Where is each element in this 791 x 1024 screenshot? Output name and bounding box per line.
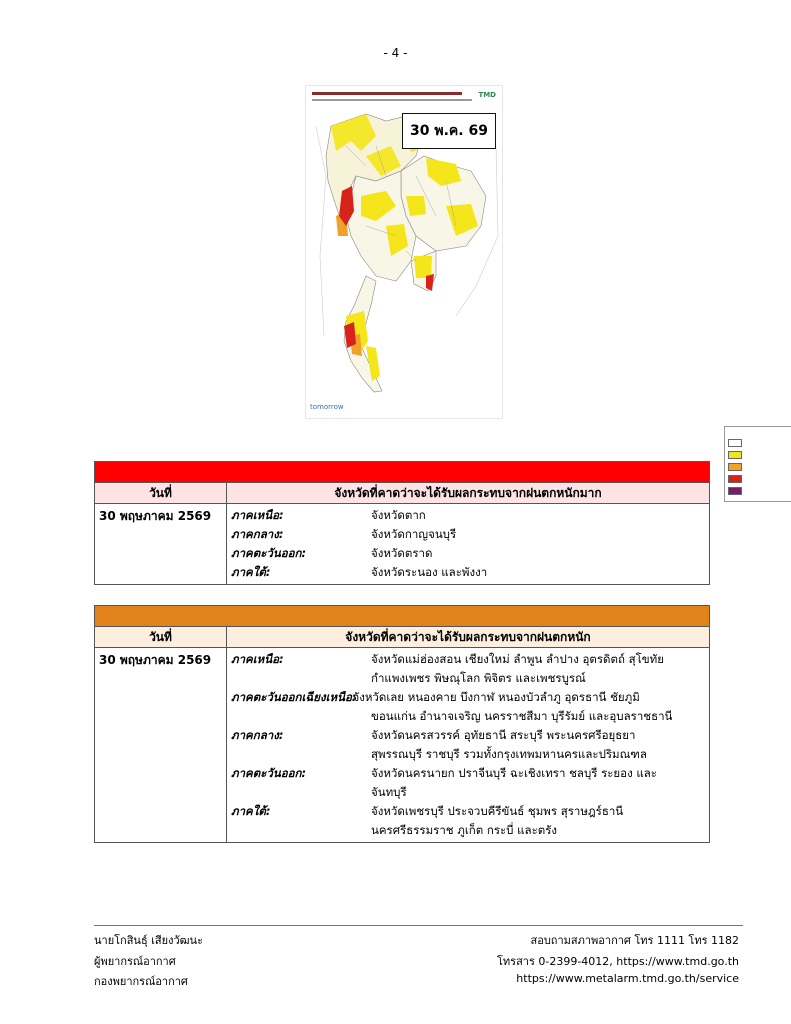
footer-phone: สอบถามสภาพอากาศ โทร 1111 โทร 1182 [530, 934, 739, 947]
region-row-south [231, 563, 705, 582]
header-date: วันที่ [95, 483, 227, 504]
heavy-rain-table [94, 605, 710, 843]
footer-forecaster-name: นายโกสินธุ์ เสียงวัฒนะ [94, 934, 203, 947]
region-name: ภาคตะวันออก: [231, 546, 307, 560]
tomorrow-logo: tomorrow [310, 403, 344, 411]
very-heavy-rain-band [95, 462, 710, 483]
region-value-cont: ขอนแก่น อำนาจเจริญ นครราชสีมา บุรีรัมย์ และอุบลราชธานี [371, 709, 673, 723]
footer-fax-link[interactable]: โทรสาร 0-2399-4012, https://www.tmd.go.th [497, 955, 739, 968]
region-value: จังหวัดเพชรบุรี ประจวบคีรีขันธ์ ชุมพร สุราษฎร์ธานี [371, 804, 624, 818]
region-row-north [231, 506, 705, 525]
region-value: จังหวัดตาก [371, 508, 426, 522]
tmd-logo: TMD [478, 91, 496, 99]
date-cell: 30 พฤษภาคม 2569 [95, 648, 227, 843]
region-value: จังหวัดนครนายก ปราจีนบุรี ฉะเชิงเทรา ชลบุรี ระยอง และ [371, 766, 657, 780]
heavy-rain-band [95, 606, 710, 627]
footer-forecaster-title: ผู้พยากรณ์อากาศ [94, 955, 176, 968]
region-name: ภาคตะวันออกเฉียงเหนือ: [231, 690, 357, 704]
region-row-east [231, 764, 705, 783]
region-value: จังหวัดแม่ฮ่องสอน เชียงใหม่ ลำพูน ลำปาง อุตรดิตถ์ สุโขทัย [371, 652, 664, 666]
region-row-north [231, 650, 705, 669]
region-value: จังหวัดนครสวรรค์ อุทัยธานี สระบุรี พระนครศรีอยุธยา [371, 728, 636, 742]
footer-divider [94, 925, 743, 926]
map-date-label: 30 พ.ค. 69 [402, 113, 496, 149]
header-date: วันที่ [95, 627, 227, 648]
region-value: จังหวัดตราด [371, 546, 433, 560]
date-cell: 30 พฤษภาคม 2569 [95, 504, 227, 585]
very-heavy-rain-table [94, 461, 710, 585]
region-name: ภาคตะวันออก: [231, 766, 307, 780]
legend-swatch-purple [728, 487, 742, 495]
region-name: ภาคกลาง: [231, 527, 284, 541]
map-legend [724, 426, 791, 502]
region-row-south [231, 802, 705, 821]
region-row-northeast [231, 688, 705, 707]
region-value-cont: นครศรีธรรมราช ภูเก็ต กระบี่ และตรัง [371, 823, 558, 837]
footer-division: กองพยากรณ์อากาศ [94, 975, 188, 988]
region-value-cont: กำแพงเพชร พิษณุโลก พิจิตร และเพชรบูรณ์ [371, 671, 586, 685]
header-provinces: จังหวัดที่คาดว่าจะได้รับผลกระทบจากฝนตกหนักมาก [227, 483, 710, 504]
regions-cell [227, 504, 710, 585]
region-value: จังหวัดระนอง และพังงา [371, 565, 488, 579]
region-value-cont: สุพรรณบุรี ราชบุรี รวมทั้งกรุงเทพมหานครและปริมณฑล [371, 747, 647, 761]
region-value: จังหวัดเลย หนองคาย บึงกาฬ หนองบัวลำภู อุดรธานี ชัยภูมิ [352, 690, 640, 704]
region-name: ภาคเหนือ: [231, 652, 284, 666]
regions-cell [227, 648, 710, 843]
region-name: ภาคใต้: [231, 804, 271, 818]
region-row-central [231, 525, 705, 544]
page-number: - 4 - [383, 46, 408, 60]
region-row-central [231, 726, 705, 745]
region-row-east [231, 544, 705, 563]
header-provinces: จังหวัดที่คาดว่าจะได้รับผลกระทบจากฝนตกหนัก [227, 627, 710, 648]
region-value-cont: จันทบุรี [371, 785, 407, 799]
footer-service-link[interactable]: https://www.metalarm.tmd.go.th/service [516, 972, 739, 985]
region-name: ภาคเหนือ: [231, 508, 284, 522]
region-value: จังหวัดกาญจนบุรี [371, 527, 457, 541]
region-name: ภาคกลาง: [231, 728, 284, 742]
region-name: ภาคใต้: [231, 565, 271, 579]
